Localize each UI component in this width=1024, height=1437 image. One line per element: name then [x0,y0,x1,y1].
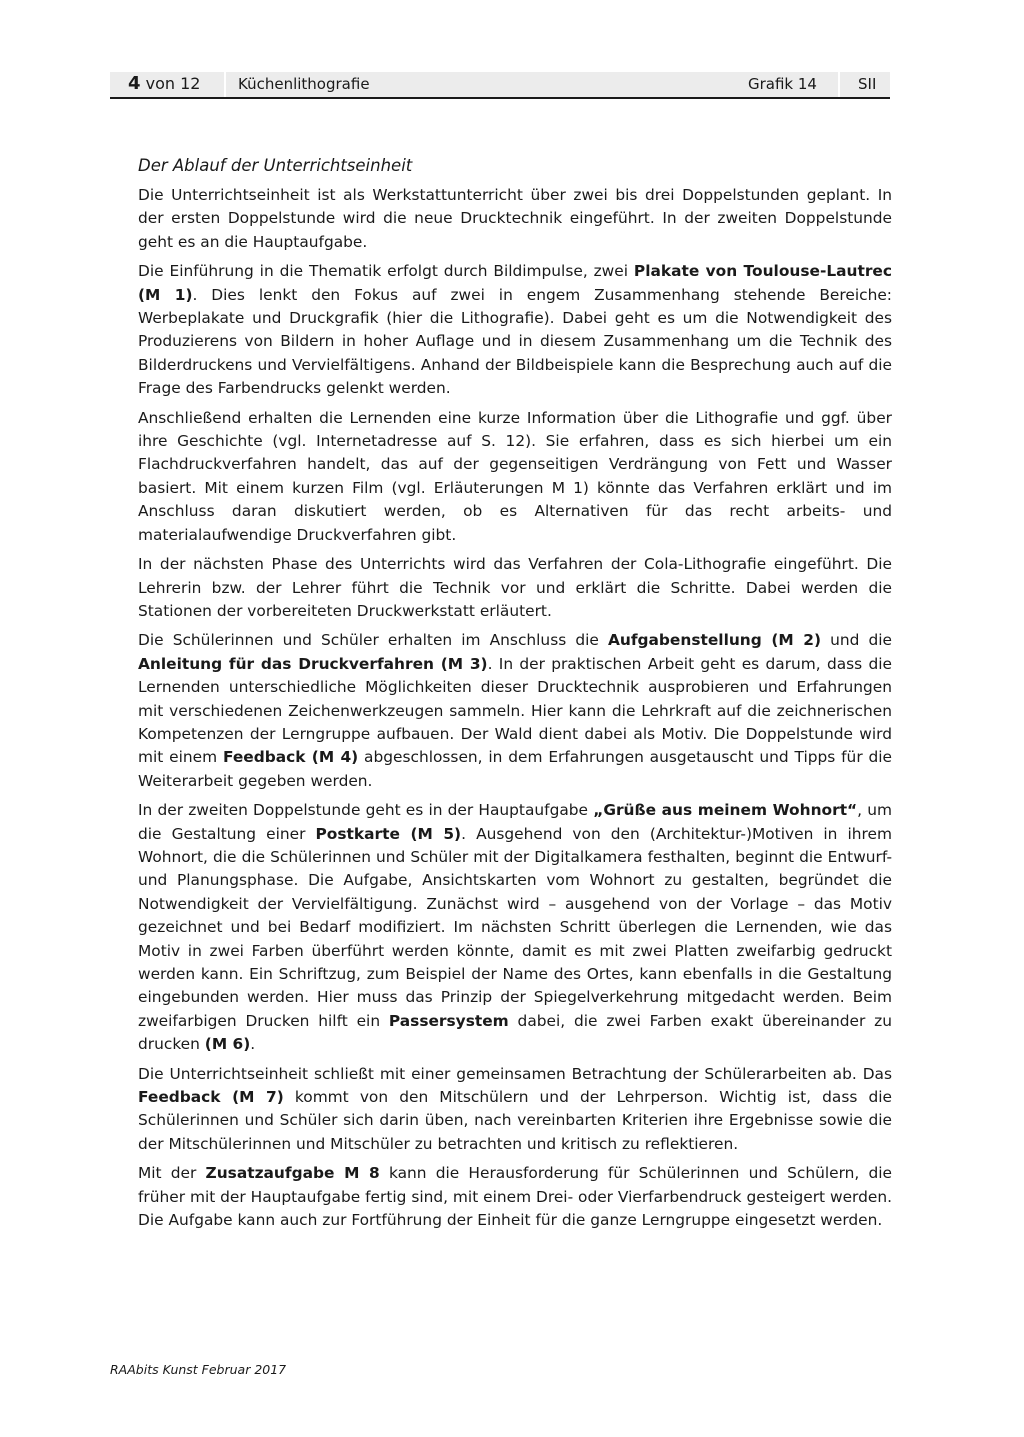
body-paragraph [138,799,892,1056]
text-run: , um die Gestaltung einer [138,801,892,843]
body-paragraph [138,407,892,547]
bold-reference: (M 6) [204,1035,251,1054]
text-run: und die [821,631,892,650]
document-title: Küchenlithografie [238,75,370,93]
header-divider [224,72,226,97]
text-run: Mit der [138,1164,206,1183]
bold-reference: Plakate von Toulouse-Lautrec (M 1) [138,262,892,304]
text-run: . [250,1035,256,1054]
page-footer: RAAbits Kunst Februar 2017 [110,1362,287,1377]
body-paragraph [138,260,892,400]
level-label: SII [858,75,877,93]
text-run: kommt von den Mitschülern und der Lehrperson. Wichtig ist, dass die Schülerinnen und Schüler sich darin üben, nach vereinbarten Kriterien ihre Ergebnisse sowie die der Mitschülerinnen und Mitschüler zu betrachten und kritisch zu reflektieren. [138,1088,892,1153]
body-paragraph [138,1162,892,1232]
bold-reference: Zusatzaufgabe M 8 [205,1164,380,1183]
text-run: In der nächsten Phase des Unterrichts wird das Verfahren der Cola-Lithografie eingeführt. Die Lehrerin bzw. der Lehrer führt die Technik vor und erklärt die Schritte. Dabei werden die Stationen der vorbereiteten Druckwerkstatt erläutert. [138,555,892,620]
body-paragraph [138,553,892,623]
subject-label: Grafik 14 [748,75,817,93]
bold-reference: „Grüße aus meinem Wohnort“ [593,801,858,820]
text-run: Die Unterrichtseinheit ist als Werkstattunterricht über zwei bis drei Doppelstunden geplant. In der ersten Doppelstunde wird die neue Drucktechnik eingeführt. In der zweiten Doppelstunde geht es an die Hauptaufgabe. [138,186,892,251]
text-run: kann die Herausforderung für Schülerinnen und Schülern, die früher mit der Hauptaufgabe fertig sind, mit einem Drei- oder Vierfarbendruck gesteigert werden. Die Aufgabe kann auch zur Fortführung der Einheit für die ganze Lerngruppe eingesetzt werden. [138,1164,892,1230]
page-header [110,72,890,99]
text-run: . In der praktischen Arbeit geht es darum, dass die Lernenden unterschiedliche Möglichkeiten dieser Drucktechnik ausprobieren und Erfahrungen mit verschiedenen Zeichenwerkzeugen sammeln. Hier kann die Lehrkraft auf die zeichnerischen Kompetenzen der Lerngruppe aufbauen. Der Wald dient dabei als Motiv. Die Doppelstunde wird mit einem [138,654,892,767]
bold-reference: Anleitung für das Druckverfahren (M 3) [138,654,488,673]
bold-reference: Feedback (M 4) [222,748,359,767]
text-run: . Dies lenkt den Fokus auf zwei in engem Zusammenhang stehende Bereiche: Werbeplakate und Druckgrafik (hier die Lithografie). Dabei geht es um die Notwendigkeit des Produzierens von Bildern in hoher Auflage und in diesem Zusammenhang um die Technik des Bilderdruckens und Vervielfältigens. Anhand der Bildbeispiele kann die Besprechung auch auf die Frage des Farbendrucks gelenkt werden. [138,285,892,398]
text-run: In der zweiten Doppelstunde geht es in der Hauptaufgabe [138,801,594,820]
bold-reference: Feedback (M 7) [138,1088,284,1107]
bold-reference: Passersystem [388,1011,509,1030]
paragraph-list [138,184,892,1232]
body-paragraph [138,1063,892,1157]
page-number: 4 [128,73,141,94]
text-run: Die Schülerinnen und Schüler erhalten im Anschluss die [138,631,608,650]
header-divider [838,72,840,97]
section-heading: Der Ablauf der Unterrichtseinheit [138,156,413,175]
body-paragraph [138,629,892,793]
body-paragraph [138,184,892,254]
bold-reference: Postkarte (M 5) [315,824,462,843]
bold-reference: Aufgabenstellung (M 2) [607,631,821,650]
main-content [138,155,892,1238]
text-run: Anschließend erhalten die Lernenden eine kurze Information über die Lithografie und ggf. über ihre Geschichte (vgl. Internetadresse auf S. 12). Sie erfahren, dass es sich hierbei um ein Flachdruckverfahren handelt, das auf der gegenseitigen Verdrängung von Fett und Wasser basiert. Mit einem kurzen Film (vgl. Erläuterungen M 1) könnte das Verfahren erklärt und im Anschluss daran diskutiert werden, ob es Alternativen für das recht arbeits- und materialaufwendige Druckverfahren gibt. [138,408,892,544]
text-run: abgeschlossen, in dem Erfahrungen ausgetauscht und Tipps für die Weiterarbeit gegeben werden. [138,748,892,790]
page-of: von 12 [145,74,201,93]
text-run: dabei, die zwei Farben exakt übereinander zu drucken [138,1011,892,1054]
text-run: Die Einführung in die Thematik erfolgt durch Bildimpulse, zwei [138,262,634,281]
page-indicator [128,74,200,94]
text-run: Die Unterrichtseinheit schließt mit einer gemeinsamen Betrachtung der Schülerarbeiten ab. Das [138,1064,892,1083]
text-run: . Ausgehend von den (Architektur-)Motiven in ihrem Wohnort, die die Schülerinnen und Schüler mit der Digitalkamera festhalten, beginnt die Entwurf- und Planungsphase. Die Aufgabe, Ansichtskarten vom Wohnort zu gestalten, begründet die Notwendigkeit der Vervielfältigung. Zunächst wird – ausgehend von der Vorlage – das Motiv gezeichnet und bei Bedarf modifiziert. Im nächsten Schritt überlegen die Lernenden, wie das Motiv in zwei Farben überführt werden könnte, damit es mit zwei Platten zweifarbig gedruckt werden kann. Ein Schriftzug, zum Beispiel der Name des Ortes, kann ebenfalls in die Gestaltung eingebunden werden. Hier muss das Prinzip der Spiegelverkehrung mitgedacht werden. Beim zweifarbigen Drucken hilft ein [138,824,892,1030]
